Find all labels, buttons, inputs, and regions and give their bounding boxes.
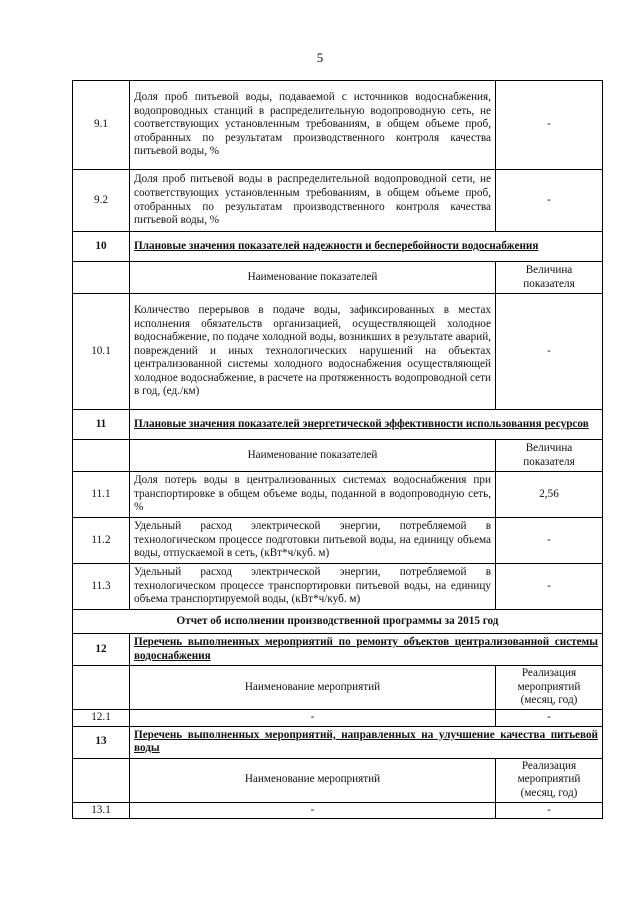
table-row-12-1 [73, 710, 603, 727]
section-title-text: Плановые значения показателей надежности и бесперебойности водоснабжения [134, 239, 539, 252]
table-row-11-2 [73, 518, 603, 564]
measure-name: - [130, 802, 496, 819]
empty-cell [73, 666, 130, 710]
column-header-name: Наименование показателей [130, 440, 496, 472]
column-header-value: Величина показателя [496, 440, 603, 472]
section-number: 11 [73, 410, 130, 440]
header-row-12 [73, 666, 603, 710]
section-row-10 [73, 232, 603, 262]
section-row-12 [73, 634, 603, 666]
indicator-name: Удельный расход электрической энергии, потребляемой в технологическом процессе подготовки питьевой воды, на единицу объема воды, отпускаемой в сеть, (кВт*ч/куб. м) [130, 518, 496, 564]
table-row-9-1 [73, 81, 603, 170]
table-row-9-2 [73, 170, 603, 232]
section-number: 12 [73, 634, 130, 666]
report-heading: Отчет об исполнении производственной программы за 2015 год [73, 610, 603, 634]
table-row-13-1 [73, 802, 603, 819]
indicator-name: Доля проб питьевой воды, подаваемой с источников водоснабжения, водопроводных станций в распределительную водопроводную сеть, не соответствующих установленным требованиям, в общем объеме проб, отобранных по результатам производственного контроля качества питьевой воды, % [130, 81, 496, 170]
column-header-value: Реализация мероприятий (месяц, год) [496, 666, 603, 710]
section-title [130, 726, 603, 758]
column-header-name: Наименование показателей [130, 262, 496, 294]
header-row-13 [73, 758, 603, 802]
column-header-name: Наименование мероприятий [130, 666, 496, 710]
table-row-11-3 [73, 564, 603, 610]
section-row-11 [73, 410, 603, 440]
row-number: 11.3 [73, 564, 130, 610]
row-number: 9.2 [73, 170, 130, 232]
empty-cell [73, 758, 130, 802]
indicator-value: - [496, 518, 603, 564]
indicator-value: - [496, 170, 603, 232]
column-header-value: Реализация мероприятий (месяц, год) [496, 758, 603, 802]
section-title-text: Перечень выполненных мероприятий, направленных на улучшение качества питьевой воды [134, 728, 598, 755]
row-number: 12.1 [73, 710, 130, 727]
indicator-value: - [496, 81, 603, 170]
section-title [130, 410, 603, 440]
section-title [130, 634, 603, 666]
section-title [130, 232, 603, 262]
row-number: 9.1 [73, 81, 130, 170]
measure-name: - [130, 710, 496, 727]
section-number: 13 [73, 726, 130, 758]
indicator-value: 2,56 [496, 472, 603, 518]
indicator-value: - [496, 294, 603, 410]
indicator-value: - [496, 564, 603, 610]
report-heading-row [73, 610, 603, 634]
row-number: 13.1 [73, 802, 130, 819]
table-row-10-1 [73, 294, 603, 410]
header-row-10 [73, 262, 603, 294]
measure-date: - [496, 710, 603, 727]
column-header-value: Величина показателя [496, 262, 603, 294]
section-title-text: Перечень выполненных мероприятий по ремонту объектов централизованной системы водоснабжения [134, 635, 598, 662]
measure-date: - [496, 802, 603, 819]
page-number: 5 [316, 50, 324, 65]
empty-cell [73, 440, 130, 472]
indicator-name: Удельный расход электрической энергии, потребляемой в технологическом процессе транспортировки питьевой воды, на единицу объема транспортируемой воды, (кВт*ч/куб. м) [130, 564, 496, 610]
empty-cell [73, 262, 130, 294]
program-table [72, 80, 603, 819]
header-row-11 [73, 440, 603, 472]
row-number: 10.1 [73, 294, 130, 410]
section-title-text: Плановые значения показателей энергетической эффективности использования ресурсов [134, 417, 589, 430]
table-row-11-1 [73, 472, 603, 518]
column-header-name: Наименование мероприятий [130, 758, 496, 802]
indicator-name: Доля потерь воды в централизованных системах водоснабжения при транспортировке в общем объеме воды, поданной в водопроводную сеть, % [130, 472, 496, 518]
row-number: 11.2 [73, 518, 130, 564]
section-row-13 [73, 726, 603, 758]
section-number: 10 [73, 232, 130, 262]
indicator-name: Количество перерывов в подаче воды, зафиксированных в местах исполнения обязательств организацией, осуществляющей холодное водоснабжение, по подаче холодной воды, возникших в результате аварий, повреждений и иных технологических нарушений на объектах централизованной системы холодного водоснабжения осуществляющей холодное водоснабжение, в расчете на протяженность водопроводной сети в год, (ед./км) [130, 294, 496, 410]
row-number: 11.1 [73, 472, 130, 518]
indicator-name: Доля проб питьевой воды в распределительной водопроводной сети, не соответствующих установленным требованиям, в общем объеме проб, отобранных по результатам производственного контроля качества питьевой воды, % [130, 170, 496, 232]
